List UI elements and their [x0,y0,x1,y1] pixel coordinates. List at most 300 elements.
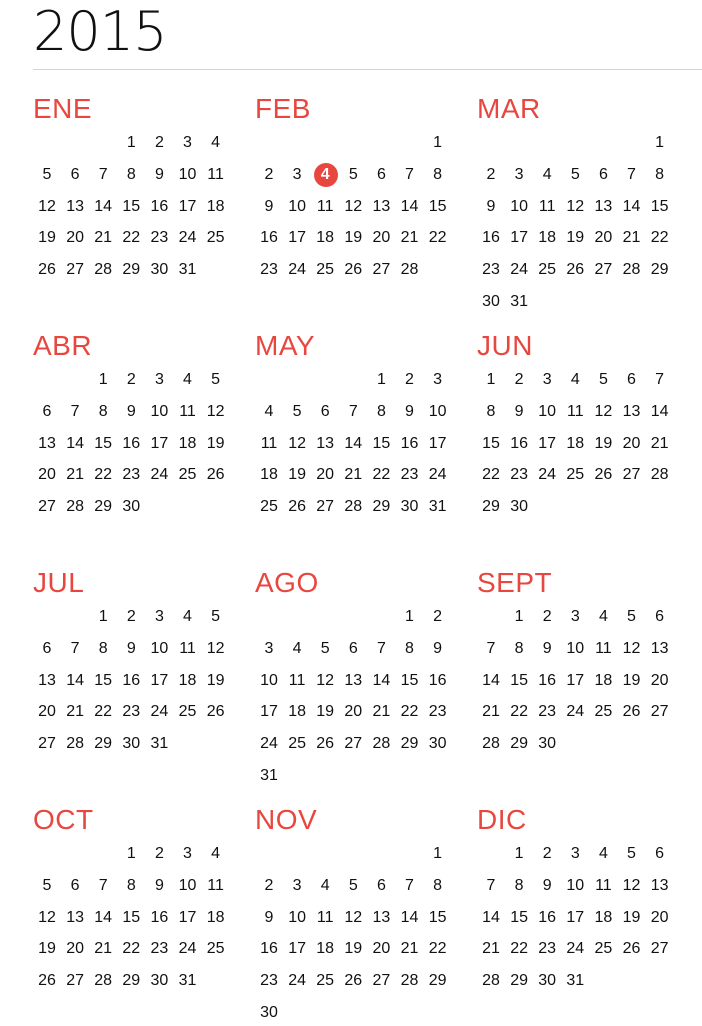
day-cell[interactable]: 23 [122,466,141,484]
day-cell[interactable]: 29 [510,735,528,753]
day-cell[interactable]: 17 [510,229,528,247]
day-cell[interactable]: 30 [538,972,557,990]
day-cell[interactable]: 12 [566,197,585,215]
day-cell[interactable]: 20 [316,466,335,484]
day-cell[interactable]: 28 [400,261,419,279]
day-cell[interactable]: 22 [510,940,528,958]
day-cell[interactable]: 19 [38,229,56,247]
day-cell[interactable]: 18 [178,671,197,689]
day-cell[interactable]: 5 [598,371,608,388]
day-cell[interactable]: 5 [627,845,636,862]
day-cell[interactable]: 9 [126,402,136,420]
month-name[interactable]: DIC [477,804,527,835]
day-cell[interactable]: 16 [510,434,528,452]
day-cell[interactable]: 11 [207,876,224,894]
today-day-cell[interactable]: 4 [311,162,339,188]
day-cell[interactable]: 19 [344,940,363,958]
day-cell[interactable]: 22 [650,229,669,247]
day-cell[interactable]: 22 [510,703,528,721]
day-cell[interactable]: 8 [126,876,136,894]
day-cell[interactable]: 28 [344,498,363,516]
day-cell[interactable]: 29 [122,972,141,990]
day-cell[interactable]: 22 [400,703,419,721]
day-cell[interactable]: 30 [428,735,447,753]
day-cell[interactable]: 6 [70,876,80,894]
day-cell[interactable]: 19 [566,229,585,247]
day-cell[interactable]: 5 [627,608,636,625]
day-cell[interactable]: 29 [650,261,669,279]
day-cell[interactable]: 5 [348,876,358,894]
day-cell[interactable]: 9 [542,876,552,894]
day-cell[interactable]: 30 [538,735,557,753]
month-name[interactable]: JUL [33,567,85,598]
day-cell[interactable]: 20 [650,671,669,689]
day-cell[interactable]: 3 [183,134,192,151]
day-cell[interactable]: 28 [650,466,669,484]
day-cell[interactable]: 8 [433,165,443,183]
day-cell[interactable]: 1 [655,134,665,151]
day-cell[interactable]: 4 [211,845,221,862]
day-cell[interactable]: 18 [206,197,225,215]
day-cell[interactable]: 27 [38,498,56,516]
day-cell[interactable]: 21 [94,940,113,958]
day-cell[interactable]: 6 [627,371,636,388]
day-cell[interactable]: 24 [566,940,585,958]
day-cell[interactable]: 31 [178,261,197,279]
day-cell[interactable]: 7 [627,165,636,183]
day-cell[interactable]: 1 [98,608,108,625]
day-cell[interactable]: 13 [372,197,391,215]
day-cell[interactable]: 11 [595,639,612,657]
day-cell[interactable]: 10 [178,165,197,183]
day-cell[interactable]: 25 [594,940,613,958]
day-cell[interactable]: 5 [292,402,302,420]
day-cell[interactable]: 15 [510,671,528,689]
day-cell[interactable]: 14 [66,671,84,689]
day-cell[interactable]: 13 [594,197,613,215]
day-cell[interactable]: 3 [514,165,524,183]
day-cell[interactable]: 26 [38,972,56,990]
day-cell[interactable]: 15 [94,434,113,452]
day-cell[interactable]: 2 [542,845,552,862]
day-cell[interactable]: 30 [150,972,169,990]
day-cell[interactable]: 21 [400,940,419,958]
day-cell[interactable]: 13 [650,876,669,894]
day-cell[interactable]: 2 [405,371,414,388]
day-cell[interactable]: 26 [288,498,306,516]
day-cell[interactable]: 18 [288,703,306,721]
day-cell[interactable]: 12 [344,197,363,215]
day-cell[interactable]: 3 [433,371,443,388]
day-cell[interactable]: 14 [372,671,391,689]
day-cell[interactable]: 23 [260,972,278,990]
day-cell[interactable]: 26 [206,466,225,484]
day-cell[interactable]: 14 [400,197,419,215]
day-cell[interactable]: 20 [38,466,56,484]
day-cell[interactable]: 2 [126,608,136,625]
day-cell[interactable]: 17 [150,671,169,689]
day-cell[interactable]: 20 [372,940,391,958]
day-cell[interactable]: 17 [566,671,585,689]
day-cell[interactable]: 26 [622,940,641,958]
day-cell[interactable]: 18 [566,434,585,452]
day-cell[interactable]: 28 [94,972,113,990]
day-cell[interactable]: 11 [595,876,612,894]
day-cell[interactable]: 2 [126,371,136,388]
day-cell[interactable]: 31 [178,972,197,990]
day-cell[interactable]: 18 [594,671,613,689]
day-cell[interactable]: 4 [570,371,580,388]
day-cell[interactable]: 23 [150,229,169,247]
day-cell[interactable]: 3 [570,608,580,625]
day-cell[interactable]: 17 [538,434,557,452]
day-cell[interactable]: 21 [650,434,669,452]
day-cell[interactable]: 10 [538,402,557,420]
day-cell[interactable]: 18 [260,466,278,484]
day-cell[interactable]: 26 [206,703,225,721]
day-cell[interactable]: 29 [94,735,113,753]
month-name[interactable]: FEB [255,93,311,124]
day-cell[interactable]: 16 [122,434,141,452]
day-cell[interactable]: 26 [622,703,641,721]
day-cell[interactable]: 15 [650,197,669,215]
day-cell[interactable]: 25 [316,261,335,279]
day-cell[interactable]: 6 [376,165,386,183]
day-cell[interactable]: 2 [264,876,274,894]
day-cell[interactable]: 13 [650,639,669,657]
day-cell[interactable]: 9 [514,402,524,420]
day-cell[interactable]: 13 [344,671,363,689]
day-cell[interactable]: 24 [288,972,306,990]
day-cell[interactable]: 3 [154,371,164,388]
day-cell[interactable]: 1 [486,371,496,388]
day-cell[interactable]: 14 [482,671,500,689]
day-cell[interactable]: 4 [598,845,608,862]
day-cell[interactable]: 19 [206,434,225,452]
day-cell[interactable]: 8 [126,165,136,183]
day-cell[interactable]: 29 [428,972,447,990]
day-cell[interactable]: 20 [650,908,669,926]
day-cell[interactable]: 16 [122,671,141,689]
day-cell[interactable]: 17 [288,940,306,958]
day-cell[interactable]: 14 [622,197,641,215]
day-cell[interactable]: 24 [288,261,306,279]
day-cell[interactable]: 29 [122,261,141,279]
day-cell[interactable]: 27 [650,940,669,958]
day-cell[interactable]: 24 [260,735,278,753]
day-cell[interactable]: 29 [510,972,528,990]
day-cell[interactable]: 14 [650,402,669,420]
day-cell[interactable]: 18 [316,229,335,247]
day-cell[interactable]: 21 [482,703,500,721]
day-cell[interactable]: 21 [66,703,84,721]
day-cell[interactable]: 24 [178,940,197,958]
day-cell[interactable]: 26 [594,466,613,484]
day-cell[interactable]: 18 [594,908,613,926]
day-cell[interactable]: 7 [486,876,496,894]
day-cell[interactable]: 8 [98,639,108,657]
day-cell[interactable]: 22 [428,229,447,247]
day-cell[interactable]: 23 [538,703,557,721]
day-cell[interactable]: 28 [372,735,391,753]
day-cell[interactable]: 19 [38,940,56,958]
day-cell[interactable]: 18 [316,940,335,958]
month-name[interactable]: MAR [477,93,541,124]
day-cell[interactable]: 12 [316,671,335,689]
day-cell[interactable]: 27 [316,498,335,516]
day-cell[interactable]: 29 [372,498,391,516]
day-cell[interactable]: 10 [566,876,585,894]
day-cell[interactable]: 24 [150,466,169,484]
day-cell[interactable]: 17 [260,703,278,721]
day-cell[interactable]: 6 [70,165,80,183]
day-cell[interactable]: 17 [288,229,306,247]
day-cell[interactable]: 4 [264,402,274,420]
day-cell[interactable]: 17 [178,197,197,215]
day-cell[interactable]: 14 [400,908,419,926]
day-cell[interactable]: 10 [510,197,528,215]
day-cell[interactable]: 23 [260,261,278,279]
day-cell[interactable]: 25 [566,466,585,484]
day-cell[interactable]: 31 [566,972,585,990]
day-cell[interactable]: 21 [482,940,500,958]
day-cell[interactable]: 16 [150,908,169,926]
day-cell[interactable]: 12 [622,876,641,894]
day-cell[interactable]: 5 [570,165,580,183]
day-cell[interactable]: 19 [594,434,613,452]
day-cell[interactable]: 10 [288,197,306,215]
day-cell[interactable]: 11 [538,197,556,215]
day-cell[interactable]: 15 [122,908,141,926]
day-cell[interactable]: 30 [150,261,169,279]
day-cell[interactable]: 9 [405,402,414,420]
day-cell[interactable]: 11 [179,639,196,657]
day-cell[interactable]: 29 [482,498,500,516]
day-cell[interactable]: 3 [292,165,302,183]
day-cell[interactable]: 9 [154,165,164,183]
month-name[interactable]: SEPT [477,567,553,598]
day-cell[interactable]: 23 [428,703,447,721]
day-cell[interactable]: 11 [207,165,224,183]
day-cell[interactable]: 3 [154,608,164,625]
day-cell[interactable]: 25 [594,703,613,721]
day-cell[interactable]: 6 [598,165,608,183]
day-cell[interactable]: 7 [70,639,80,657]
day-cell[interactable]: 22 [122,940,141,958]
day-cell[interactable]: 12 [594,402,613,420]
day-cell[interactable]: 13 [66,908,84,926]
day-cell[interactable]: 22 [94,703,113,721]
day-cell[interactable]: 6 [655,845,665,862]
day-cell[interactable]: 19 [622,908,641,926]
day-cell[interactable]: 25 [178,703,197,721]
day-cell[interactable]: 21 [344,466,363,484]
day-cell[interactable]: 25 [538,261,557,279]
day-cell[interactable]: 7 [405,876,414,894]
day-cell[interactable]: 7 [486,639,496,657]
day-cell[interactable]: 8 [376,402,386,420]
day-cell[interactable]: 6 [42,639,52,657]
day-cell[interactable]: 22 [482,466,500,484]
day-cell[interactable]: 15 [510,908,528,926]
day-cell[interactable]: 5 [42,876,52,894]
day-cell[interactable]: 19 [622,671,641,689]
day-cell[interactable]: 24 [150,703,169,721]
day-cell[interactable]: 28 [66,735,84,753]
day-cell[interactable]: 30 [122,498,141,516]
day-cell[interactable]: 14 [482,908,500,926]
day-cell[interactable]: 17 [428,434,447,452]
day-cell[interactable]: 30 [400,498,419,516]
day-cell[interactable]: 7 [405,165,414,183]
day-cell[interactable]: 2 [154,134,164,151]
day-cell[interactable]: 8 [405,639,414,657]
day-cell[interactable]: 23 [150,940,169,958]
day-cell[interactable]: 16 [538,908,557,926]
day-cell[interactable]: 22 [122,229,141,247]
month-name[interactable]: OCT [33,804,94,835]
day-cell[interactable]: 20 [38,703,56,721]
day-cell[interactable]: 13 [38,671,56,689]
day-cell[interactable]: 22 [372,466,391,484]
day-cell[interactable]: 11 [316,908,334,926]
day-cell[interactable]: 27 [38,735,56,753]
day-cell[interactable]: 4 [320,876,330,894]
day-cell[interactable]: 13 [316,434,335,452]
day-cell[interactable]: 3 [570,845,580,862]
day-cell[interactable]: 10 [150,639,169,657]
day-cell[interactable]: 17 [150,434,169,452]
day-cell[interactable]: 21 [372,703,391,721]
day-cell[interactable]: 3 [183,845,192,862]
day-cell[interactable]: 10 [288,908,306,926]
day-cell[interactable]: 25 [288,735,306,753]
month-name[interactable]: JUN [477,330,533,361]
day-cell[interactable]: 31 [428,498,447,516]
day-cell[interactable]: 24 [428,466,447,484]
day-cell[interactable]: 16 [538,671,557,689]
day-cell[interactable]: 24 [538,466,557,484]
month-name[interactable]: ABR [33,330,93,361]
month-name[interactable]: NOV [255,804,318,835]
day-cell[interactable]: 28 [622,261,641,279]
day-cell[interactable]: 9 [433,639,443,657]
day-cell[interactable]: 16 [482,229,500,247]
day-cell[interactable]: 25 [316,972,335,990]
day-cell[interactable]: 9 [264,197,274,215]
day-cell[interactable]: 31 [150,735,169,753]
day-cell[interactable]: 4 [211,134,221,151]
day-cell[interactable]: 13 [622,402,641,420]
day-cell[interactable]: 18 [206,908,225,926]
day-cell[interactable]: 2 [514,371,524,388]
day-cell[interactable]: 14 [344,434,363,452]
day-cell[interactable]: 10 [150,402,169,420]
day-cell[interactable]: 30 [260,1004,278,1021]
day-cell[interactable]: 5 [320,639,330,657]
day-cell[interactable]: 21 [66,466,84,484]
day-cell[interactable]: 20 [66,229,84,247]
day-cell[interactable]: 17 [566,908,585,926]
day-cell[interactable]: 14 [94,197,113,215]
day-cell[interactable]: 6 [348,639,358,657]
day-cell[interactable]: 27 [622,466,641,484]
day-cell[interactable]: 3 [542,371,552,388]
day-cell[interactable]: 2 [154,845,164,862]
day-cell[interactable]: 7 [98,876,108,894]
day-cell[interactable]: 4 [598,608,608,625]
day-cell[interactable]: 13 [66,197,84,215]
day-cell[interactable]: 22 [428,940,447,958]
day-cell[interactable]: 19 [206,671,225,689]
day-cell[interactable]: 8 [98,402,108,420]
day-cell[interactable]: 2 [264,165,274,183]
day-cell[interactable]: 6 [376,876,386,894]
day-cell[interactable]: 10 [566,639,585,657]
day-cell[interactable]: 19 [316,703,335,721]
month-name[interactable]: MAY [255,330,316,361]
day-cell[interactable]: 24 [510,261,528,279]
day-cell[interactable]: 5 [211,371,221,388]
day-cell[interactable]: 15 [400,671,419,689]
day-cell[interactable]: 23 [482,261,500,279]
day-cell[interactable]: 2 [542,608,552,625]
day-cell[interactable]: 1 [433,845,443,862]
day-cell[interactable]: 16 [150,197,169,215]
day-cell[interactable]: 28 [482,972,500,990]
day-cell[interactable]: 14 [94,908,113,926]
day-cell[interactable]: 16 [428,671,447,689]
day-cell[interactable]: 19 [288,466,306,484]
day-cell[interactable]: 1 [126,845,136,862]
day-cell[interactable]: 1 [514,608,524,625]
day-cell[interactable]: 26 [316,735,335,753]
day-cell[interactable]: 27 [66,972,84,990]
day-cell[interactable]: 12 [206,639,225,657]
day-cell[interactable]: 5 [211,608,221,625]
day-cell[interactable]: 11 [316,197,334,215]
day-cell[interactable]: 26 [344,261,363,279]
day-cell[interactable]: 1 [126,134,136,151]
day-cell[interactable]: 23 [122,703,141,721]
day-cell[interactable]: 10 [428,402,447,420]
day-cell[interactable]: 12 [344,908,363,926]
day-cell[interactable]: 22 [94,466,113,484]
day-cell[interactable]: 24 [178,229,197,247]
day-cell[interactable]: 30 [482,293,500,310]
day-cell[interactable]: 25 [206,229,225,247]
day-cell[interactable]: 6 [42,402,52,420]
day-cell[interactable]: 9 [126,639,136,657]
day-cell[interactable]: 20 [372,229,391,247]
day-cell[interactable]: 27 [372,261,391,279]
day-cell[interactable]: 25 [178,466,197,484]
day-cell[interactable]: 9 [264,908,274,926]
day-cell[interactable]: 29 [400,735,419,753]
day-cell[interactable]: 10 [178,876,197,894]
day-cell[interactable]: 8 [655,165,665,183]
day-cell[interactable]: 2 [433,608,443,625]
day-cell[interactable]: 15 [428,908,447,926]
day-cell[interactable]: 11 [288,671,306,689]
day-cell[interactable]: 20 [66,940,84,958]
day-cell[interactable]: 5 [42,165,52,183]
day-cell[interactable]: 27 [66,261,84,279]
day-cell[interactable]: 31 [510,293,528,310]
day-cell[interactable]: 2 [486,165,496,183]
day-cell[interactable]: 12 [622,639,641,657]
day-cell[interactable]: 5 [348,165,358,183]
